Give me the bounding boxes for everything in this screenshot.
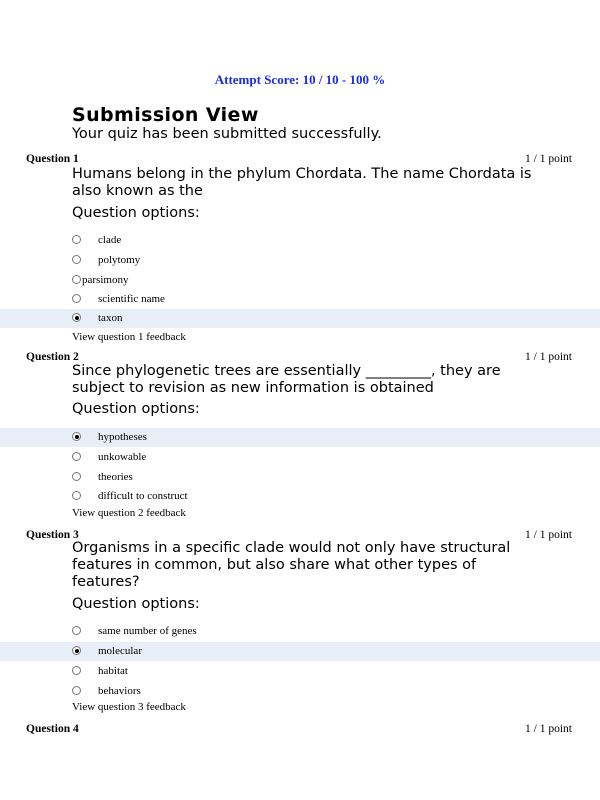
question-text: Organisms in a specific clade would not only have structural features in common, but also share what other types of features? bbox=[72, 540, 511, 590]
option-row bbox=[0, 448, 600, 467]
option-row-selected bbox=[0, 428, 600, 447]
radio-button-checked[interactable] bbox=[72, 646, 81, 655]
radio-button[interactable] bbox=[72, 294, 81, 303]
question-options-label: Question options: bbox=[72, 401, 200, 417]
option-label: taxon bbox=[98, 312, 123, 324]
option-label: polytomy bbox=[98, 254, 141, 266]
radio-button[interactable] bbox=[72, 452, 81, 461]
radio-button[interactable] bbox=[72, 275, 81, 284]
radio-button[interactable] bbox=[72, 686, 81, 695]
question-points: 1 / 1 point bbox=[525, 723, 572, 735]
option-row-selected bbox=[0, 309, 600, 328]
option-row bbox=[0, 251, 600, 270]
option-label: hypotheses bbox=[98, 431, 147, 443]
radio-button[interactable] bbox=[72, 666, 81, 675]
question-label: Question 2 bbox=[26, 351, 79, 363]
radio-button[interactable] bbox=[72, 472, 81, 481]
radio-button[interactable] bbox=[72, 491, 81, 500]
question-points: 1 / 1 point bbox=[525, 529, 572, 541]
option-row bbox=[0, 231, 600, 250]
question-text: Since phylogenetic trees are essentially _________, they are subject to revision as new information is obtained bbox=[72, 363, 501, 396]
option-row bbox=[0, 468, 600, 487]
question-label: Question 3 bbox=[26, 529, 79, 541]
view-feedback-link[interactable]: View question 1 feedback bbox=[72, 331, 186, 343]
option-row bbox=[0, 487, 600, 506]
option-label: unkowable bbox=[98, 451, 147, 463]
option-row bbox=[0, 662, 600, 681]
option-label: behaviors bbox=[98, 685, 141, 697]
radio-button-checked[interactable] bbox=[72, 313, 81, 322]
option-label: scientific name bbox=[98, 293, 165, 305]
question-options-label: Question options: bbox=[72, 596, 200, 612]
option-label: habitat bbox=[98, 665, 128, 677]
option-label: clade bbox=[98, 234, 122, 246]
submission-message: Your quiz has been submitted successfully. bbox=[72, 126, 382, 142]
option-label: theories bbox=[98, 471, 133, 483]
question-points: 1 / 1 point bbox=[525, 351, 572, 363]
radio-button-checked[interactable] bbox=[72, 432, 81, 441]
option-row bbox=[0, 622, 600, 641]
radio-button[interactable] bbox=[72, 255, 81, 264]
option-row bbox=[0, 682, 600, 701]
option-label: parsimony bbox=[82, 274, 129, 286]
view-feedback-link[interactable]: View question 2 feedback bbox=[72, 507, 186, 519]
question-text: Humans belong in the phylum Chordata. The name Chordata is also known as the bbox=[72, 166, 532, 199]
question-label: Question 1 bbox=[26, 153, 79, 165]
option-row-selected bbox=[0, 642, 600, 661]
view-feedback-link[interactable]: View question 3 feedback bbox=[72, 701, 186, 713]
option-label: molecular bbox=[98, 645, 142, 657]
radio-button[interactable] bbox=[72, 626, 81, 635]
option-label: same number of genes bbox=[98, 625, 197, 637]
option-row bbox=[0, 290, 600, 309]
question-label: Question 4 bbox=[26, 723, 79, 735]
attempt-score: Attempt Score: 10 / 10 - 100 % bbox=[214, 72, 386, 87]
radio-button[interactable] bbox=[72, 235, 81, 244]
option-label: difficult to construct bbox=[98, 490, 188, 502]
question-points: 1 / 1 point bbox=[525, 153, 572, 165]
question-options-label: Question options: bbox=[72, 205, 200, 221]
page-title: Submission View bbox=[72, 104, 259, 126]
option-row bbox=[0, 271, 600, 290]
